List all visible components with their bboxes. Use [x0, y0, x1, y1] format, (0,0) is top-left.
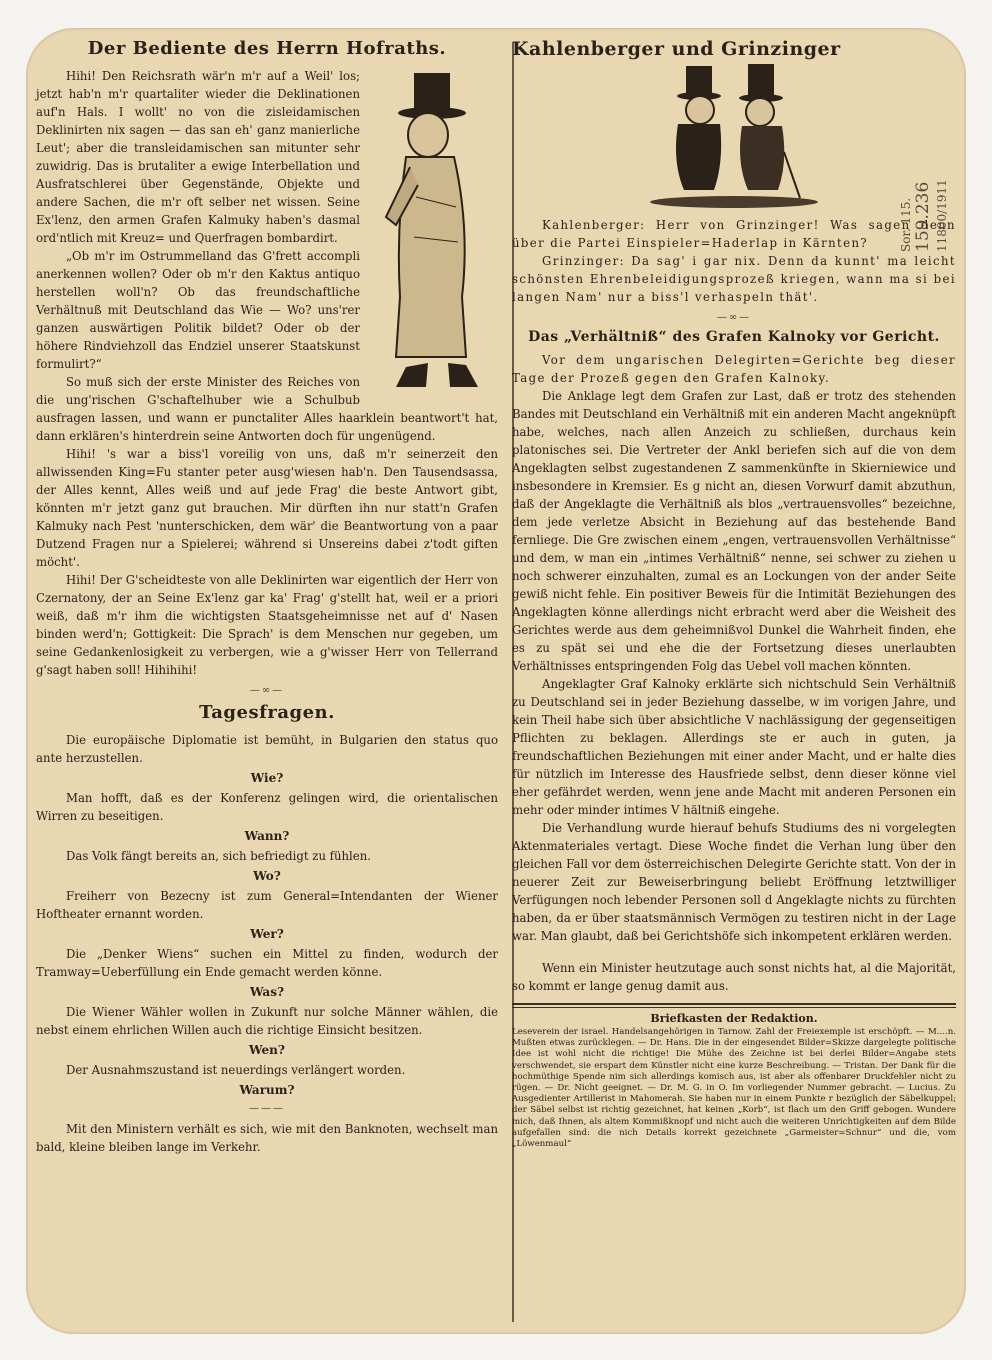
- paragraph: Das Volk fängt bereits an, sich befriedigt zu fühlen.: [66, 849, 371, 863]
- servant-illustration: [366, 67, 498, 393]
- briefkasten-text: Leseverein der israel. Handelsangehörigen in Tarnow. Zahl der Freiexemple ist erschöpft. — M....n. Mußten etwas zurücklegen. — Dr. Hans. Die in der eingesendet Bilder=Skizze dargelegte politische Idee ist wohl nicht die richtige! Die Mühe des Zeichne ist bei derlei Bilder=Angabe stets verschwendet, sie erspart dem Künstler nicht eine kurze Beschreibung. — Tristan. Der Dank für die hochmüthige Spende nim sich allerdings komisch aus, ist aber als offenbarer Druckfehler nicht zu rügen. — Dr. Nicht geeignet. — Dr. M. G. in O. Im vorliegender Nummer gebracht. — Lucius. Zu Ausgedienter Artillerist in Mahomerah. Sie haben nur in einem Punkte r bezüglich der Säbelkuppel; der Säbel selbst ist richtig gezeichnet, hat keinen „Korb“, ist flach um den Griff gebogen. Wundere mich, daß Ihnen, als altem Kommißknopf und nicht auch die weiteren Unrichtigkeiten auf dem Bilde aufgefallen sind: die nich Details korrekt gezeichnete „Garmeister=Schnur“ und die, vom „Löwenmaul“: [512, 1027, 956, 1150]
- question-heading: Wie?: [250, 771, 284, 785]
- article-title-tagesfragen: Tagesfragen.: [199, 702, 335, 723]
- paragraph: Hihi! Den Reichsrath wär'n m'r auf a Weil' los; jetzt hab'n m'r quartaliter wieder die Deklinationen auf'n Hals. I wollt' no von die zisleidamischen Deklinirten nix sagen — das san eh' ganz manierliche Leut'; aber die transleidamischen san mitunter sehr zuwidrig. Das is brutaliter a ewige Interbellation und Ausfratschlerei über Gegenstände, Objekte und andere Sachen, die m'r oft selber net wissen. Seine Ex'lenz, den armen Grafen Kalmuky haben's dasmal ord'ntlich mit Kreuz= und Querfragen bombardirt.: [36, 69, 360, 245]
- right-column: [512, 38, 956, 1150]
- two-gentlemen-illustration: [644, 62, 824, 212]
- question-heading: Wen?: [249, 1043, 285, 1057]
- question-heading: Wer?: [250, 927, 284, 941]
- question-heading: Wann?: [244, 829, 290, 843]
- dialogue-line: Grinzinger: Da sag' i gar nix. Denn da kunnt' ma leicht schönsten Ehrenbeleidigungsprozeß kriegen, wann ma si bei langen Nam' nur a biss'l verhaspeln thät'.: [512, 254, 956, 304]
- dialogue-line: Kahlenberger: Herr von Grinzinger! Was sagen denn über die Partei Einspieler=Haderlap in Kärnten?: [512, 218, 956, 250]
- paragraph: Die Verhandlung wurde hierauf behufs Studiums des ni vorgelegten Aktenmateriales vertagt. Diese Woche findet die Verhan lung über den gleichen Fall vor dem österreichischen Delegirte Gerichte statt. Von der in neuerer Zeit zur Beweiserbringung beliebt Eröffnung letztwilliger Verfügungen noch lebender Personen soll d Angeklagte nichts zu fürchten haben, da er über staatsmännisch Vermögen zu testiren nicht in der Lage war. Man glaubt, daß bei Gerichtshöfe sich inkompetent erklären werden.: [512, 821, 956, 943]
- paragraph: Wenn ein Minister heutzutage auch sonst nichts hat, al die Majorität, so kommt er lange genug damit aus.: [512, 961, 956, 993]
- paragraph: Hihi! Der G'scheidteste von alle Deklinirten war eigentlich der Herr von Czernatony, der an Seine Ex'lenz gar ka' Frag' g'stellt hat, weil er a priori weiß, daß m'r ihm die wichtigsten Staatsgeheimnisse net auf d' Nasen binden werd'n; Gottigkeit: Die Sprach' is dem Menschen nur gegeben, um seine Gedankenlosigkeit zu verbergen, wie a g'wisser Herr von Tellerrand g'sagt haben soll! Hihihihi!: [36, 573, 498, 677]
- annotation-line-1: Sor. 115.: [899, 197, 913, 252]
- paragraph: So muß sich der erste Minister des Reiches von die ung'rischen G'schaftelhuber wie a Schulbub ausfragen lassen, und wann er punctaliter Alles haarklein beantwort't hat, dann erklären's hinterdrein seine Antworten doch für ungenügend.: [36, 375, 498, 443]
- question-heading: Warum?: [239, 1083, 295, 1097]
- briefkasten-title: Briefkasten der Redaktion.: [650, 1012, 818, 1025]
- annotation-line-3: 11800/1911: [935, 179, 949, 252]
- paragraph: Die „Denker Wiens“ suchen ein Mittel zu finden, wodurch der Tramway=Ueberfüllung ein Ende gemacht werden könne.: [36, 947, 498, 979]
- paragraph: Man hofft, daß es der Konferenz gelingen wird, die orientalischen Wirren zu beseitigen.: [36, 791, 498, 823]
- paragraph: Vor dem ungarischen Delegirten=Gerichte beg dieser Tage der Prozeß gegen den Grafen Kalnoky.: [512, 353, 956, 385]
- question-heading: Was?: [250, 985, 284, 999]
- paragraph: Die Wiener Wähler wollen in Zukunft nur solche Männer wählen, die nebst einem ehrlichen Willen auch die richtige Einsicht besitzen.: [36, 1005, 498, 1037]
- handwritten-annotation: [896, 82, 956, 262]
- left-column: [36, 38, 498, 1156]
- article-title-verhaeltniss: Das „Verhältniß“ des Grafen Kalnoky vor Gericht.: [528, 329, 940, 345]
- paragraph: Freiherr von Bezecny ist zum General=Intendanten der Wiener Hoftheater ernannt worden.: [36, 889, 498, 921]
- newspaper-clipping: [26, 28, 966, 1334]
- article-title-bediente: Der Bediente des Herrn Hofraths.: [87, 38, 447, 59]
- question-heading: Wo?: [253, 869, 281, 883]
- paragraph: Hihi! 's war a biss'l voreilig von uns, daß m'r seinerzeit den allwissenden King=Fu stanter peter ausg'wiesen hab'n. Den Tausendsassa, der Alles kennt, Alles weiß und auf jede Frag' die beste Antwort gibt, könnten m'r jetzt ganz gut brauchen. Mir dürften ihn nur statt'n Grafen Kalmuky nach Pest 'nunterschicken, dem wär' die Beantwortung von a paar Dutzend Fragen nur a Spielerei; während si Unsereins dabei z'todt giften möcht'.: [36, 447, 498, 569]
- article-title-kahlenberger: Kahlenberger und Grinzinger: [512, 38, 841, 60]
- paragraph: „Ob m'r im Ostrummelland das G'frett accompli anerkennen wollen? Oder ob m'r den Kaktus antiquo herstellen woll'n? Ob das freundschaftliche Verhältnuß mit Deutschland das Wie — Wo? uns'rer ganzen auswärtigen Politik bildet? Oder ob der höhere Rindviehzoll das Endziel unserer Staatskunst formulirt?“: [36, 249, 360, 371]
- paragraph: Die europäische Diplomatie ist bemüht, in Bulgarien den status quo ante herzustellen.: [36, 733, 498, 765]
- double-rule: [512, 1003, 956, 1008]
- ornament-divider: ———: [249, 1103, 285, 1114]
- paragraph: Angeklagter Graf Kalnoky erklärte sich nichtschuld Sein Verhältniß zu Deutschland sei in jeder Beziehung dasselbe, w im vorigen Jahre, und kein Theil habe sich über absichtliche V nachlässigung der gegenseitigen Pflichten zu beklagen. Allerdings ste er auch in guten, ja freundschaftlichen Beziehungen mit einer ander Macht, und er halte dies für nützlich im Interesse des Hausfriede selbst, denn dieser könne viel eher gefährdet werden, wenn jene ande Macht mit anderen Personen ein mehr oder minder intimes V hältniß eingehe.: [512, 677, 956, 817]
- ornament-divider: —∞—: [716, 312, 752, 323]
- paragraph: Mit den Ministern verhält es sich, wie mit den Banknoten, wechselt man bald, kleine bleiben lange im Verkehr.: [36, 1122, 498, 1154]
- annotation-line-2: 159.236: [913, 181, 933, 252]
- paragraph: Der Ausnahmszustand ist neuerdings verlängert worden.: [66, 1063, 406, 1077]
- paragraph: Die Anklage legt dem Grafen zur Last, daß er trotz des stehenden Bandes mit Deutschland ein Verhältniß mit ein anderen Macht angeknüpft habe, welches, nach allen Anzeich zu schließen, durchaus kein platonisches sei. Die Vertreter der Ankl beriefen sich auf die von dem Angeklagten selbst zugestandenen Z sammenkünfte in Skierniewice und insbesondere in Kremsier. Es g nicht an, diesen Vorwurf damit abzuthun, daß der Angeklagte die Verhältniß als blos „vertrauensvolles“ bezeichne, dem jede verletze Absicht in Beziehung auf das bestehende Band fernliege. Die Gre zwischen einem „engen, vertrauensvollen Verhältnisse“ und dem, w man ein „intimes Verhältniß“ nenne, sei schwer zu ziehen u noch schwerer einzuhalten, zumal es an Lockungen von der ander Seite gewiß nicht fehle. Ein positiver Beweis für die Intimität Beziehungen des Angeklagten könne allerdings nicht erbracht werd aber die Weisheit des Gerichtes werde aus dem geheimnißvol Dunkel die Wahrheit finden, ehe es zu spät sei und ehe die der Fortsetzung dieses unerlaubten Verhältnisses entspringenden Folg das Uebel voll machen könnten.: [512, 389, 956, 673]
- ornament-divider: —∞—: [249, 685, 285, 696]
